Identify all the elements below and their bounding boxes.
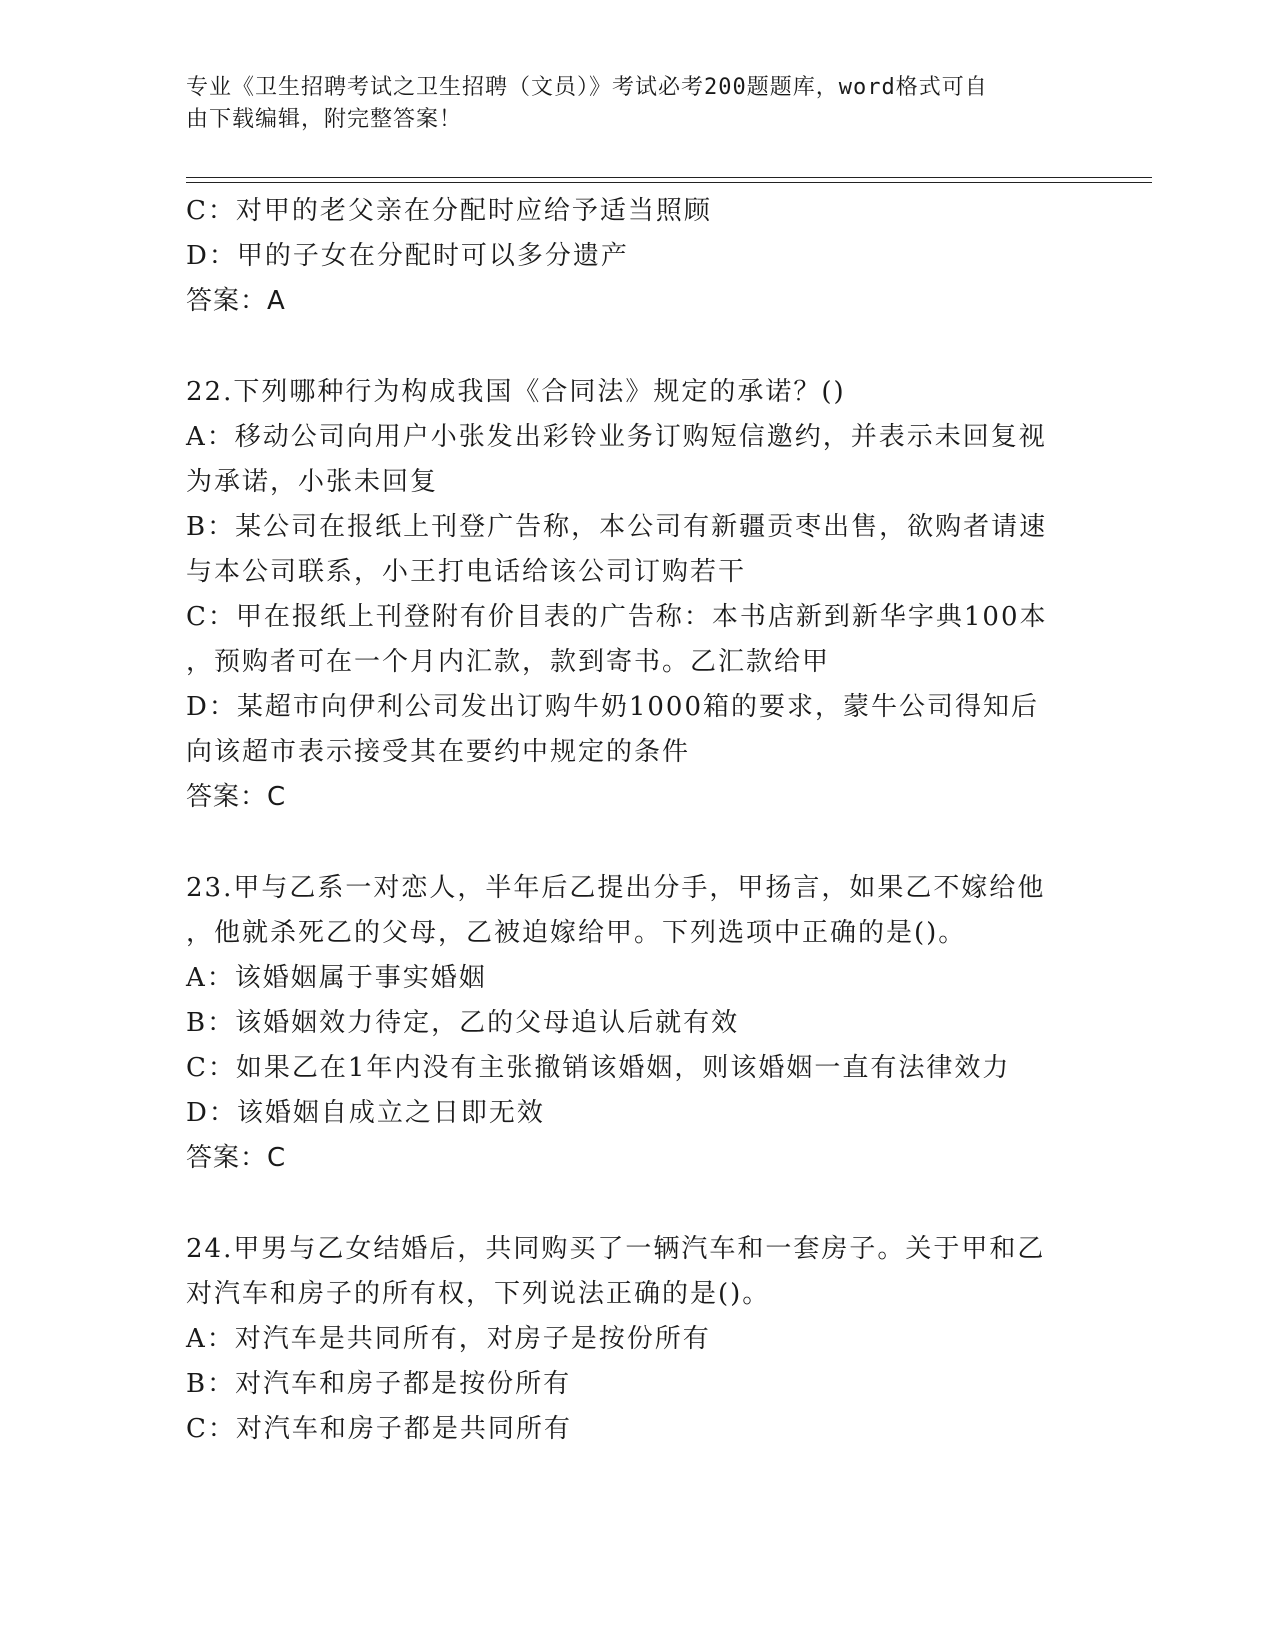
question-stem: 22.下列哪种行为构成我国《合同法》规定的承诺？() — [186, 377, 846, 407]
question-24 — [186, 1227, 1086, 1452]
question-stem-continued: ，他就杀死乙的父母，乙被迫嫁给甲。下列选项中正确的是()。 — [186, 918, 967, 948]
option-a-continued: 为承诺，小张未回复 — [186, 467, 439, 497]
option-b: B：该婚姻效力待定，乙的父母追认后就有效 — [186, 1008, 740, 1038]
option-c: C：对汽车和房子都是共同所有 — [186, 1414, 572, 1444]
option-b-continued: 与本公司联系，小王打电话给该公司订购若干 — [186, 557, 747, 587]
option-a: A：移动公司向用户小张发出彩铃业务订购短信邀约，并表示未回复视 — [186, 422, 1047, 452]
question-stem: 23.甲与乙系一对恋人，半年后乙提出分手，甲扬言，如果乙不嫁给他 — [186, 873, 1046, 903]
option-a: A：该婚姻属于事实婚姻 — [186, 963, 487, 993]
option-c: C：对甲的老父亲在分配时应给予适当照顾 — [186, 196, 712, 226]
answer: 答案：C — [186, 1143, 287, 1173]
option-b: B：某公司在报纸上刊登广告称，本公司有新疆贡枣出售，欲购者请速 — [186, 512, 1048, 542]
option-d-continued: 向该超市表示接受其在要约中规定的条件 — [186, 737, 691, 767]
question-stem: 24.甲男与乙女结婚后，共同购买了一辆汽车和一套房子。关于甲和乙 — [186, 1234, 1046, 1264]
spacer — [186, 324, 1086, 370]
option-a: A：对汽车是共同所有，对房子是按份所有 — [186, 1324, 711, 1354]
spacer — [186, 820, 1086, 866]
option-d: D：该婚姻自成立之日即无效 — [186, 1098, 545, 1128]
spacer — [186, 1181, 1086, 1227]
question-23 — [186, 866, 1086, 1181]
question-stem-continued: 对汽车和房子的所有权，下列说法正确的是()。 — [186, 1279, 771, 1309]
header-line-2: 由下载编辑，附完整答案！ — [186, 107, 463, 132]
document-header — [186, 72, 1066, 136]
option-c: C：如果乙在1年内没有主张撤销该婚姻，则该婚姻一直有法律效力 — [186, 1053, 1011, 1083]
option-c-continued: ，预购者可在一个月内汇款，款到寄书。乙汇款给甲 — [186, 647, 831, 677]
header-line-1: 专业《卫生招聘考试之卫生招聘（文员）》考试必考200题题库，word格式可自 — [186, 75, 988, 100]
option-d: D：甲的子女在分配时可以多分遗产 — [186, 241, 629, 271]
option-d: D：某超市向伊利公司发出订购牛奶1000箱的要求，蒙牛公司得知后 — [186, 692, 1040, 722]
question-list — [186, 189, 1086, 1452]
option-c: C：甲在报纸上刊登附有价目表的广告称：本书店新到新华字典100本 — [186, 602, 1048, 632]
answer: 答案：A — [186, 286, 286, 316]
question-22 — [186, 370, 1086, 820]
header-divider-top — [186, 177, 1152, 178]
option-b: B：对汽车和房子都是按份所有 — [186, 1369, 572, 1399]
answer: 答案：C — [186, 782, 287, 812]
question-21 — [186, 189, 1086, 324]
header-divider-bottom — [186, 182, 1152, 183]
